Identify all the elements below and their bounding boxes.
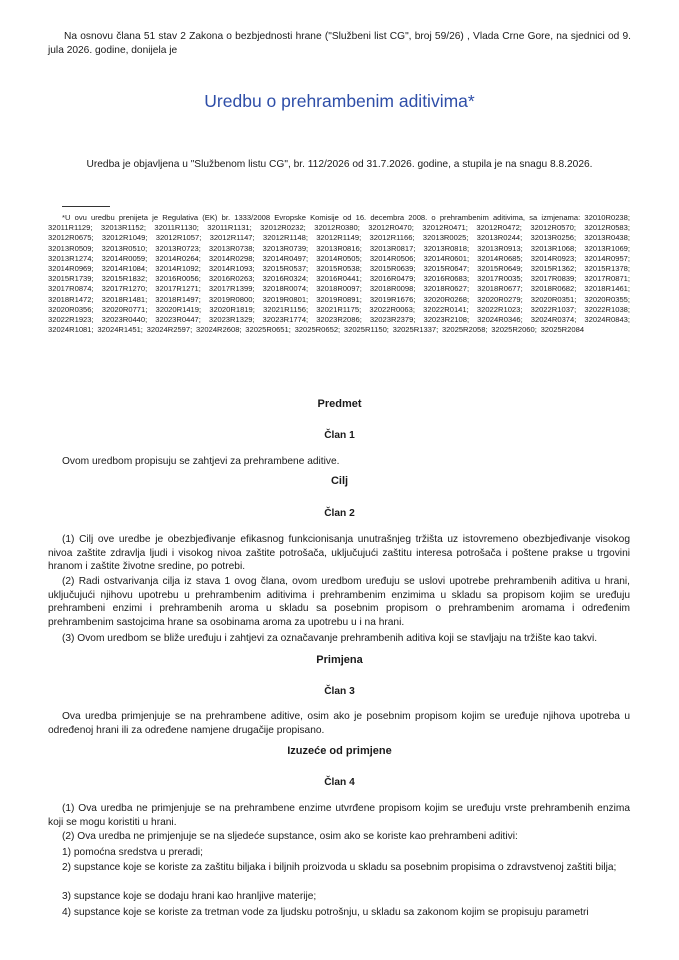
article-heading-2: Član 2 <box>324 508 355 519</box>
article-4-item-1: 1) pomoćna sredstva u preradi; <box>62 847 203 858</box>
section-heading-predmet: Predmet <box>317 398 362 410</box>
publication-note: Uredba je objavljena u "Službenom listu CG", br. 112/2026 od 31.7.2026. godine, a stupila je na snagu 8.8.2026. <box>86 159 593 170</box>
article-1-text: Ovom uredbom propisuju se zahtjevi za prehrambene aditive. <box>62 456 340 467</box>
section-heading-cilj: Cilj <box>330 475 349 487</box>
footnote-divider <box>62 206 110 207</box>
article-4-paragraph-2: (2) Ova uredba ne primjenjuje se na sljedeće supstance, osim ako se koriste kao prehrambeni aditivi: <box>62 831 518 842</box>
article-4-item-4: 4) supstance koje se koriste za tretman vode za ljudsku potrošnju, u skladu sa zakonom kojim se propisuju parametri <box>62 907 589 918</box>
article-4-item-3: 3) supstance koje se dodaju hrani kao hranljive materije; <box>62 891 317 902</box>
section-heading-izuzece: Izuzeće od primjene <box>287 745 392 757</box>
article-3-text: Ova uredba primjenjuje se na prehrambene aditive, osim ako je posebnim propisom kojim se uređuje njihova upotreba u određenoj hrani ili za određene namjene drugačije propisano. <box>48 711 630 736</box>
preamble: Na osnovu člana 51 stav 2 Zakona o bezbjednosti hrane ("Službeni list CG", broj 59/26) , Vlada Crne Gore, na sjednici od 9. jula 2026. godine, donijela je <box>48 31 631 56</box>
article-4-paragraph-1: (1) Ova uredba ne primjenjuje se na prehrambene enzime utvrđene propisom kojim se uređuju vrste prehrambenih enzima koji se mogu koristiti u hrani. <box>48 803 630 828</box>
article-heading-1: Član 1 <box>324 430 355 441</box>
article-4-item-2: 2) supstance koje se koriste za zaštitu biljaka i biljnih proizvoda u skladu sa posebnim propisima o zdravstvenoj zaštiti bilja; <box>62 862 617 873</box>
article-heading-3: Član 3 <box>324 686 355 697</box>
article-2-paragraph-1: (1) Cilj ove uredbe je obezbjeđivanje efikasnog funkcionisanja unutrašnjeg tržišta uz istovremeno obezbjeđivanje visokog nivoa zaštite zdravlja ljudi i visokog nivoa zaštite potrošača, uključujući zaštitu interesa potrošača i poštene prakse u trgovini hranom i zaštite životne sredine, po potrebi. <box>48 534 630 573</box>
footnote: *U ovu uredbu prenijeta je Regulativa (EK) br. 1333/2008 Evropske Komisije od 16. decembra 2008. o prehrambenim aditivima, sa izmjenama: 32010R0238; 32011R1129; 32013R1152; 32011R1130; 32011R1131; 32012R0232; 32012R0380; 32012R0470; 32012R0471; 32012R0472; 32012R0570; 32012R0583; 32012R0675; 32012R1049; 32012R1057; 32012R1147; 32012R1148; 32012R1149; 32012R1166; 32013R0025; 32013R0244; 32013R0256; 32013R0438; 32013R0509; 32013R0510; 32013R0723; 32013R0738; 32013R0739; 32013R0816; 32013R0817; 32013R0818; 32013R0913; 32013R1068; 32013R1069; 32013R1274; 32014R0059; 32014R0264; 32014R0298; 32014R0497; 32014R0505; 32014R0506; 32014R0601; 32014R0685; 32014R0923; 32014R0957; 32014R0969; 32014R1084; 32014R1092; 32014R1093; 32015R0537; 32015R0538; 32015R0639; 32015R0647; 32015R0649; 32015R1362; 32015R1378; 32015R1739; 32015R1832; 32016R0056; 32016R0263; 32016R0324; 32016R0441; 32016R0479; 32016R0683; 32017R0035; 32017R0839; 32017R0871; 32017R0874; 32017R1270; 32017R1271; 32017R1399; 32018R0074; 32018R0097; 32018R0098; 32018R0627; 32018R0677; 32018R0682; 32018R1461; 32018R1472; 32018R1481; 32018R1497; 32019R0800; 32019R0801; 32019R0891; 32019R1676; 32020R0268; 32020R0279; 32020R0351; 32020R0355; 32020R0356; 32020R0771; 32020R1419; 32020R1819; 32021R1156; 32021R1175; 32022R0063; 32022R0141; 32022R1023; 32022R1037; 32022R1038; 32022R1923; 32023R0440; 32023R0447; 32023R1329; 32023R1774; 32023R2086; 32023R2379; 32023R2108; 32024R0346; 32024R0374; 32024R0843; 32024R1081; 32024R1451; 32024R2597; 32024R2608; 32025R0651; 32025R0652; 32025R1150; 32025R1337; 32025R2058; 32025R2060; 32025R2084 <box>48 213 630 335</box>
section-heading-primjena: Primjena <box>316 654 363 666</box>
article-2-paragraph-2: (2) Radi ostvarivanja cilja iz stava 1 ovog člana, ovom uredbom uređuju se uslovi upotrebe prehrambenih aditiva u hrani, uključujući njihovu upotrebu u prehrambenim aditivima i prehrambenim enzimima u skladu sa propisom kojim se uređuju prehrambeni enzimi i prehrambenih aroma u skladu sa posebnim propisom o prehrambenim aromama i određenim prehrambenim sastojcima hrane sa osobinama aroma za upotrebu u i na hrani. <box>48 576 630 628</box>
document-title: Uredbu o prehrambenim aditivima* <box>204 91 475 111</box>
article-2-paragraph-3: (3) Ovom uredbom se bliže uređuju i zahtjevi za označavanje prehrambenih aditiva koji se stavljaju na tržište kao takvi. <box>62 633 598 644</box>
article-heading-4: Član 4 <box>324 777 355 788</box>
